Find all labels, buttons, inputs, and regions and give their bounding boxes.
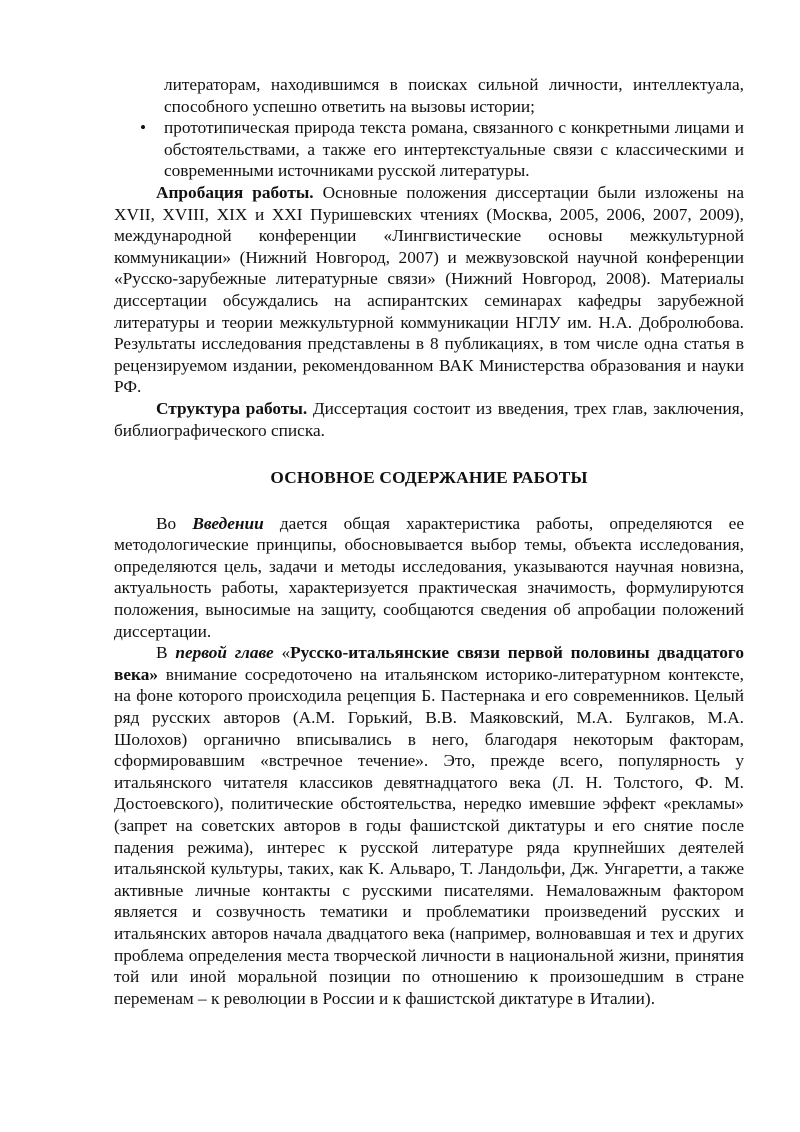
introduction-emphasis: Введении — [192, 513, 264, 533]
chapter-one-title: Русско-итальянские связи первой половины двадцатого века» — [114, 643, 744, 684]
introduction-prefix: Во — [156, 513, 193, 533]
list-item-text: прототипическая природа текста романа, связанного с конкретными лицами и обстоятельствами, а также его интертекстуальные связи с классическими и современными источниками русской литературы. — [164, 118, 744, 181]
document-page — [114, 74, 744, 1009]
approbation-text: Основные положения диссертации были изложены на XVII, XVIII, XIX и XXI Пуришевских чтениях (Москва, 2005, 2006, 2007, 2009), международной конференции «Лингвистические основы межкультурной коммуникации» (Нижний Новгород, 2007) и межвузовской научной конференции «Русско-зарубежные литературные связи» (Нижний Новгород, 2008). Материалы диссертации обсуждались на аспирантских семинарах кафедры зарубежной литературы и теории межкультурной коммуникации НГЛУ им. Н.А. Добролюбова. Результаты исследования представлены в 8 публикациях, в том числе одна статья в рецензируемом издании, рекомендованном ВАК Министерства образования и науки РФ. — [114, 182, 745, 397]
paragraph-approbation — [114, 182, 744, 398]
chapter-one-emphasis: первой главе — [175, 643, 274, 663]
chapter-one-text: внимание сосредоточено на итальянском историко-литературном контексте, на фоне которого происходила рецепция Б. Пастернака и его современников. Целый ряд русских авторов (А.М. Горький, В.В. Маяковский, М.А. Булгаков, М.А. Шолохов) органично вписывались в него, благодаря некоторым факторам, сформировавшим «встречное течение». Это, прежде всего, популярность у итальянского читателя классиков девятнадцатого века (Л. Н. Толстого, Ф. М. Достоевского), политические обстоятельства, нередко имевшие эффект «рекламы» (запрет на советских авторов в годы фашистской диктатуры и его снятие после падения режима), интерес к русской литературе ряда крупнейших деятелей итальянской культуры, таких, как К. Альваро, Т. Ландольфи, Дж. Унгаретти, а также активные личные контакты с русскими писателями. Немаловажным фактором является и созвучность тематики и проблематики произведений русских и итальянских авторов начала двадцатого века (например, волновавшая и тех и других проблема определения места творческой личности в национальной жизни, принятия той или иной моральной позиции по отношению к произошедшим в стране переменам – к революции в России и к фашистской диктатуре в Италии). — [114, 664, 744, 1008]
list-item-continuation — [114, 74, 744, 117]
paragraph-structure — [114, 398, 744, 441]
paragraph-chapter-one — [114, 642, 744, 1009]
section-heading: ОСНОВНОЕ СОДЕРЖАНИЕ РАБОТЫ — [270, 468, 588, 488]
structure-text: Диссертация состоит из введения, трех глав, заключения, библиографического списка. — [114, 398, 744, 440]
bullet-icon: • — [140, 118, 147, 138]
list-item — [114, 117, 744, 182]
structure-label: Структура работы. — [156, 398, 308, 418]
list-item-text: литераторам, находившимся в поисках сильной личности, интеллектуала, способного успешно ответить на вызовы истории; — [164, 75, 744, 116]
chapter-one-quote: « — [273, 643, 291, 663]
paragraph-introduction — [114, 513, 744, 643]
introduction-text: дается общая характеристика работы, определяются ее методологические принципы, обосновывается выбор темы, объекта исследования, определяются цель, задачи и методы исследования, указываются научная новизна, актуальность работы, характеризуется практическая значимость, формулируются положения, выносимые на защиту, сообщаются сведения об апробации положений диссертации. — [114, 513, 745, 641]
approbation-label: Апробация работы. — [156, 182, 314, 202]
chapter-one-prefix: В — [156, 643, 176, 663]
